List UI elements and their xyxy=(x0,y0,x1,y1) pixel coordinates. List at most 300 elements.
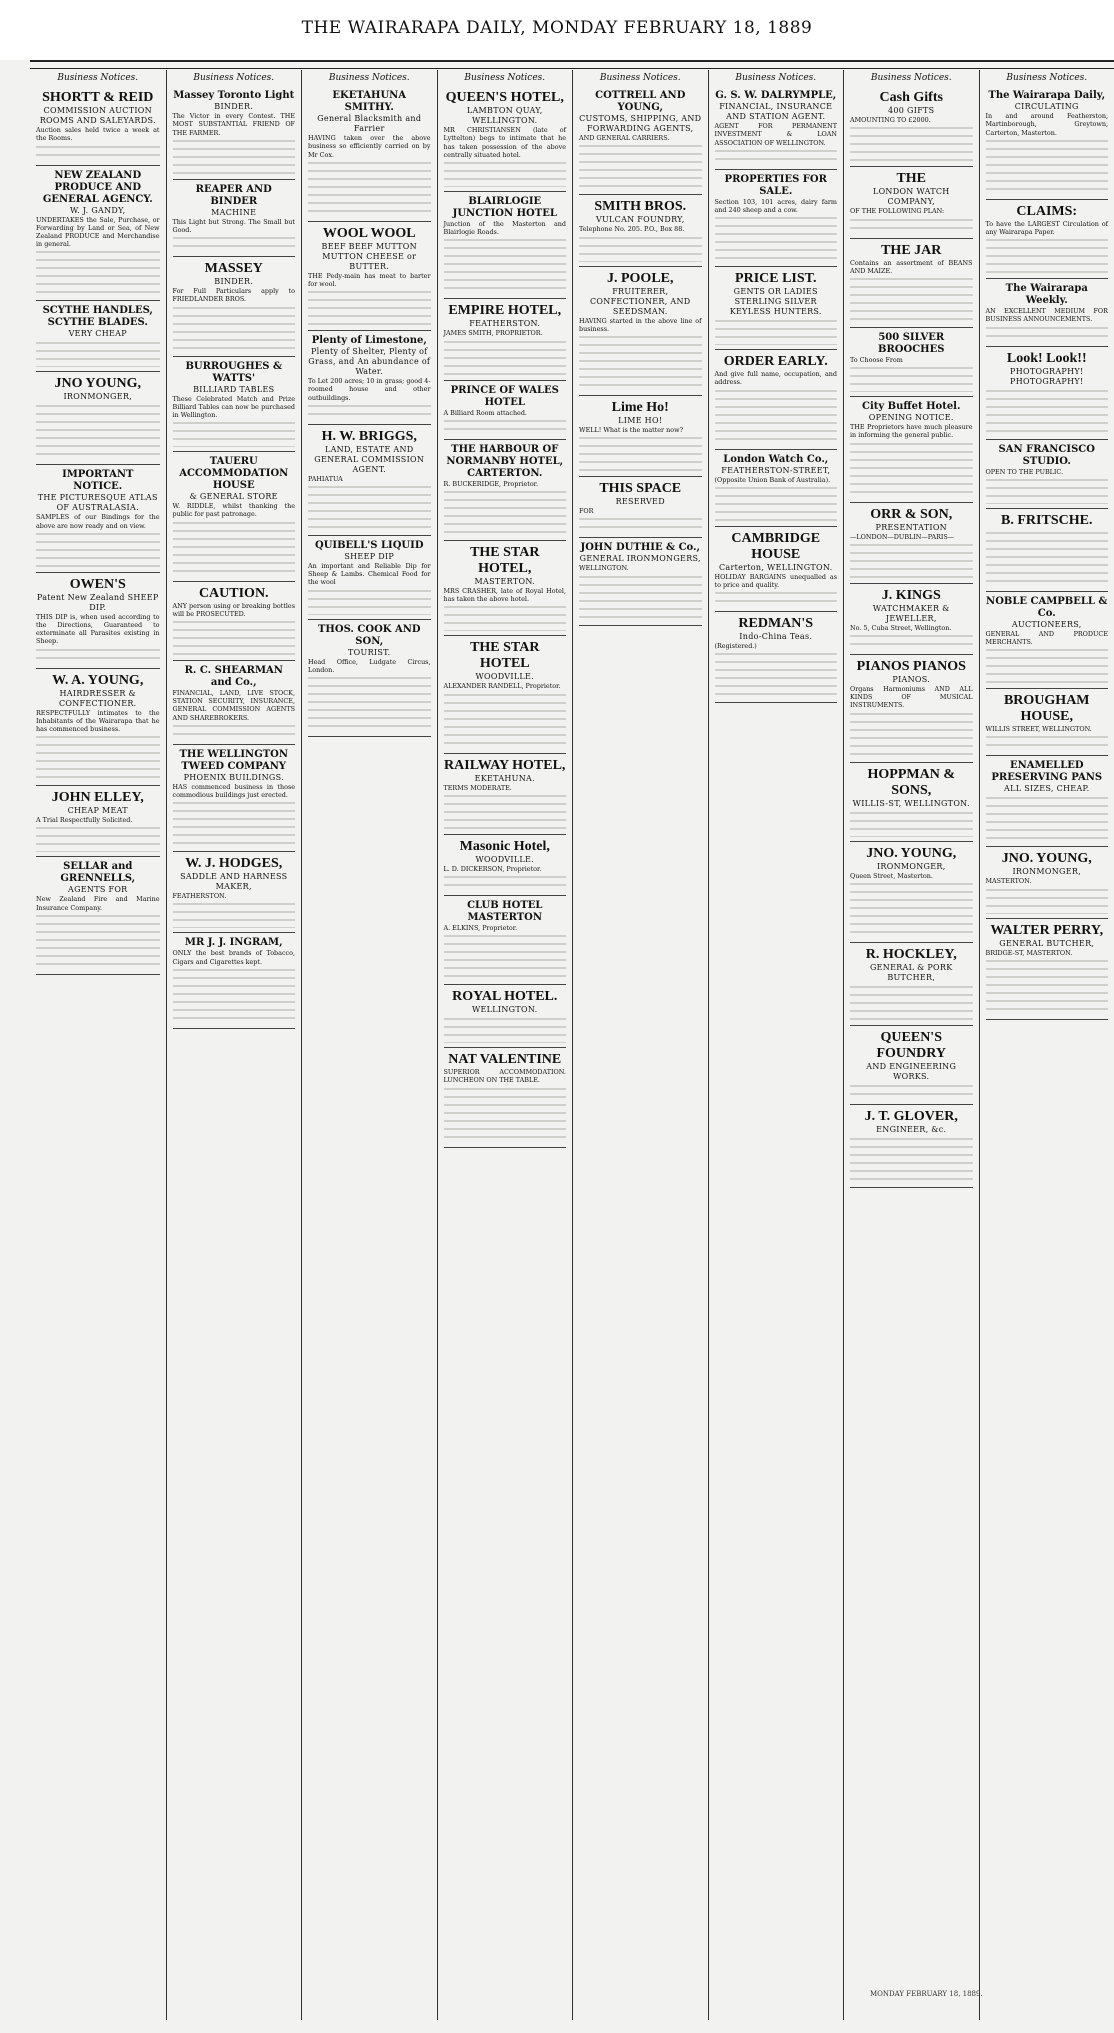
ad-subtitle: WILLIS-ST, WELLINGTON. xyxy=(852,798,970,808)
advertisement xyxy=(444,636,567,753)
ad-filler-lines xyxy=(36,646,160,664)
ad-title: TAUERU ACCOMMODATION HOUSE xyxy=(179,456,289,492)
column-heading: Business Notices. xyxy=(1006,73,1088,83)
advertisement xyxy=(850,842,973,943)
ad-filler-lines xyxy=(444,691,567,749)
ad-filler-lines xyxy=(173,966,296,1024)
advertisement xyxy=(850,503,973,584)
ad-title: BURROUGHES & WATTS' xyxy=(185,360,283,384)
ad-filler-lines xyxy=(986,387,1109,435)
ad-title: THOS. COOK AND SON, xyxy=(317,623,421,647)
ad-title: RAILWAY HOTEL, xyxy=(444,757,566,773)
ad-filler-lines xyxy=(444,488,567,536)
advertisement xyxy=(173,357,296,453)
ad-filler-lines xyxy=(444,932,567,980)
ad-subtitle: AND ENGINEERING WORKS. xyxy=(866,1061,957,1081)
column-heading: Business Notices. xyxy=(735,73,817,83)
ad-filler-lines xyxy=(850,541,973,579)
ad-body: HOLIDAY BARGAINS unequalled as to price and quality. xyxy=(714,572,837,590)
ad-body: HAVING started in the above line of business. xyxy=(579,316,702,333)
ad-filler-lines xyxy=(850,710,973,758)
ad-filler-lines xyxy=(579,333,702,391)
ad-body: JAMES SMITH, PROPRIETOR. xyxy=(443,329,543,338)
advertisement xyxy=(850,239,973,328)
ad-filler-lines xyxy=(36,143,160,161)
ad-subtitle: Patent New Zealand SHEEP DIP. xyxy=(36,592,159,612)
ad-subtitle: AUCTIONEERS, xyxy=(1011,619,1082,629)
ad-body: To Choose From xyxy=(850,356,903,365)
ad-title: B. FRITSCHE. xyxy=(1001,512,1093,528)
ad-body: AND GENERAL CARRIERS. xyxy=(579,134,670,143)
ad-title: SELLAR and GRENNELLS, xyxy=(60,861,136,885)
ad-subtitle: GENTS OR LADIES STERLING SILVER KEYLESS HUNTERS. xyxy=(729,287,822,317)
column-4 xyxy=(437,70,573,2020)
ad-body: R. BUCKERIDGE, Proprietor. xyxy=(443,479,539,488)
ad-subtitle: LAND, ESTATE AND GENERAL COMMISSION AGENT. xyxy=(314,444,425,474)
ad-filler-lines xyxy=(173,799,296,847)
ad-title: J. POOLE, xyxy=(606,270,674,286)
ad-body: These Celebrated Match and Prize Billiard Tables can now be purchased in Wellington. xyxy=(172,394,295,420)
ad-body: HAVING taken over the above business so efficiently carried on by Mr Cox. xyxy=(308,134,431,159)
ad-title: Cash Gifts xyxy=(879,90,943,106)
ad-title: J. T. GLOVER, xyxy=(864,1108,958,1124)
ad-filler-lines xyxy=(36,733,160,781)
ad-body: AN EXCELLENT MEDIUM FOR BUSINESS ANNOUNCEMENTS. xyxy=(985,307,1108,324)
ad-subtitle: FRUITERER, CONFECTIONER, AND SEEDSMAN. xyxy=(590,286,691,316)
ad-subtitle: VERY CHEAP xyxy=(68,329,127,339)
advertisement xyxy=(36,786,160,857)
ad-filler-lines xyxy=(36,248,160,296)
ad-title: R. C. SHEARMAN and Co., xyxy=(184,665,283,689)
advertisement xyxy=(986,440,1109,509)
ad-body: SUPERIOR ACCOMMODATION. LUNCHEON ON THE TABLE. xyxy=(443,1068,566,1085)
ad-filler-lines xyxy=(850,1082,973,1100)
advertisement xyxy=(715,450,838,527)
ad-body: AGENT FOR PERMANENT INVESTMENT & LOAN ASSOCIATION OF WELLINGTON. xyxy=(714,122,837,147)
ad-filler-lines xyxy=(850,440,973,498)
advertisement xyxy=(715,86,838,170)
ad-title: WOOL WOOL xyxy=(322,225,416,241)
ad-filler-lines xyxy=(850,216,973,234)
ad-title: CAMBRIDGE HOUSE xyxy=(731,530,821,562)
ad-filler-lines xyxy=(715,387,838,445)
ad-filler-lines xyxy=(308,483,431,531)
ad-body: The Victor in every Contest. THE MOST SUBSTANTIAL FRIEND OF THE FARMER. xyxy=(172,112,295,137)
advertisement xyxy=(444,440,567,541)
column-heading: Business Notices. xyxy=(193,73,275,83)
advertisement xyxy=(444,1048,567,1147)
ad-body: L. D. DICKERSON, Proprietor. xyxy=(443,864,542,873)
ad-title: H. W. BRIGGS, xyxy=(321,428,417,444)
ad-subtitle: PHOENIX BUILDINGS. xyxy=(183,772,284,782)
ad-subtitle: General Blacksmith and Farrier xyxy=(317,114,422,134)
ad-body: ALEXANDER RANDELL, Proprietor. xyxy=(443,682,561,691)
ad-title: NAT VALENTINE xyxy=(448,1052,562,1068)
advertisement xyxy=(36,372,160,465)
ad-title: WALTER PERRY, xyxy=(990,922,1104,938)
ad-subtitle: MASTERTON. xyxy=(474,577,535,587)
column-8 xyxy=(979,70,1114,2020)
ad-filler-lines xyxy=(308,402,431,420)
ad-title: R. HOCKLEY, xyxy=(865,946,957,962)
column-2 xyxy=(166,70,302,2020)
ad-body: BRIDGE-ST, MASTERTON. xyxy=(985,948,1073,957)
ad-title: COTTRELL AND YOUNG, xyxy=(595,90,686,114)
ad-subtitle: EKETAHUNA. xyxy=(474,773,535,783)
ad-filler-lines xyxy=(986,646,1109,684)
ad-body: PAHIATUA xyxy=(308,474,343,483)
ad-filler-lines xyxy=(308,587,431,615)
advertisement xyxy=(444,86,567,192)
ad-title: JNO. YOUNG, xyxy=(866,845,957,861)
advertisement xyxy=(444,896,567,985)
ad-filler-lines xyxy=(986,957,1109,1015)
advertisement xyxy=(986,847,1109,918)
ad-body: To have the LARGEST Circulation of any Wairarapa Paper. xyxy=(985,219,1108,237)
ad-title: Lime Ho! xyxy=(611,400,669,416)
ad-filler-lines xyxy=(173,900,296,928)
ad-body: MR CHRISTIANSEN (late of Lyttelton) begs to intimate that he has taken possession of the above centrally situated hotel. xyxy=(443,126,566,159)
advertisement xyxy=(986,86,1109,200)
masthead-rule-bottom xyxy=(30,68,1114,69)
ad-body: For Full Particulars apply to FRIEDLANDER BROS. xyxy=(172,287,295,304)
column-1 xyxy=(30,70,166,2020)
ad-title: 500 SILVER BROOCHES xyxy=(878,332,945,356)
column-heading: Business Notices. xyxy=(57,73,139,83)
advertisement xyxy=(444,835,567,896)
ad-filler-lines xyxy=(173,618,296,656)
ad-subtitle: Indo-China Teas. xyxy=(739,632,813,642)
ad-filler-lines xyxy=(986,476,1109,504)
ad-subtitle: WELLINGTON. xyxy=(472,1005,538,1015)
advertisement xyxy=(986,279,1109,346)
ad-body: WILLIS STREET, WELLINGTON. xyxy=(985,725,1092,734)
ad-body: SAMPLES of our Bindings for the above are now ready and on view. xyxy=(36,513,160,530)
advertisement xyxy=(308,620,431,737)
advertisement xyxy=(579,477,702,538)
column-7 xyxy=(843,70,979,2020)
ad-body: FINANCIAL, LAND, LIVE STOCK, STATION SECURITY, INSURANCE, GENERAL COMMISSION AGENTS AND SHAREBROKERS. xyxy=(172,689,295,722)
ad-body: RESPECTFULLY intimates to the Inhabitants of the Wairarapa that he has commenced business. xyxy=(36,708,160,734)
ad-body: Junction of the Masterton and Blairlogie Roads. xyxy=(443,220,566,237)
ad-filler-lines xyxy=(850,364,973,392)
ad-subtitle: TOURIST. xyxy=(348,647,391,657)
ad-title: QUIBELL'S LIQUID xyxy=(314,540,424,552)
ad-subtitle: LONDON WATCH COMPANY, xyxy=(872,187,950,207)
ad-body: OPEN TO THE PUBLIC. xyxy=(985,467,1064,476)
ad-title: City Buffet Hotel. xyxy=(862,401,961,413)
columns xyxy=(30,70,1114,2020)
ad-filler-lines xyxy=(36,530,160,568)
ad-title: SAN FRANCISCO STUDIO. xyxy=(998,443,1095,467)
advertisement xyxy=(715,350,838,449)
ad-subtitle: IRONMONGER, xyxy=(1012,867,1082,877)
advertisement xyxy=(444,754,567,835)
ad-filler-lines xyxy=(444,338,567,376)
advertisement xyxy=(579,538,702,625)
ad-title: HOPPMAN & SONS, xyxy=(867,766,955,798)
advertisement xyxy=(579,396,702,477)
advertisement xyxy=(986,592,1109,689)
ad-subtitle: MACHINE xyxy=(211,207,257,217)
ad-body: Organs Harmoniums AND ALL KINDS OF MUSICAL INSTRUMENTS. xyxy=(850,685,973,710)
ad-title: Masonic Hotel, xyxy=(459,838,550,854)
ad-subtitle: WOODVILLE. xyxy=(475,854,535,864)
advertisement xyxy=(986,200,1109,279)
advertisement xyxy=(36,86,160,165)
ad-subtitle: WATCHMAKER & JEWELLER, xyxy=(872,603,950,623)
ad-body: MASTERTON. xyxy=(985,877,1032,886)
ad-body: GENERAL AND PRODUCE MERCHANTS. xyxy=(985,629,1108,647)
ad-title: BLAIRLOGIE JUNCTION HOTEL xyxy=(452,196,557,220)
ad-body: AMOUNTING TO £2000. xyxy=(850,116,931,125)
ad-body: To Let 200 acres; 10 in grass; good 4-roomed house and other outbuildings. xyxy=(308,377,431,402)
ad-title: ORDER EARLY. xyxy=(723,354,828,370)
ad-body: UNDERTAKES the Sale, Purchase, or Forwarding by Land or Sea, of New Zealand PRODUCE and Merchandise in general. xyxy=(36,215,160,249)
column-3 xyxy=(301,70,437,2020)
advertisement xyxy=(850,1026,973,1105)
ad-title: London Watch Co., xyxy=(723,453,829,465)
ad-filler-lines xyxy=(850,880,973,938)
ad-subtitle: Carterton, WELLINGTON. xyxy=(718,562,833,572)
advertisement xyxy=(579,267,702,396)
ad-filler-lines xyxy=(444,1015,567,1043)
advertisement xyxy=(173,257,296,356)
advertisement xyxy=(850,943,973,1026)
advertisement xyxy=(986,919,1109,1020)
advertisement xyxy=(850,167,973,238)
ad-filler-lines xyxy=(986,137,1109,195)
advertisement xyxy=(444,985,567,1048)
ad-body: MRS CRASHER, late of Royal Hotel, has taken the above hotel. xyxy=(443,587,566,604)
ad-subtitle: GENERAL BUTCHER, xyxy=(999,938,1095,948)
advertisement xyxy=(444,299,567,380)
ad-title: MR J. J. INGRAM, xyxy=(184,937,283,949)
ad-subtitle: BILLIARD TABLES xyxy=(193,384,275,394)
ad-title: THE HARBOUR OF NORMANBY HOTEL, CARTERTON. xyxy=(446,443,564,479)
ad-title: CLUB HOTEL MASTERTON xyxy=(467,900,543,924)
ad-filler-lines xyxy=(986,886,1109,914)
ad-subtitle: 400 GIFTS xyxy=(888,106,935,116)
ad-filler-lines xyxy=(444,603,567,631)
ad-filler-lines xyxy=(850,983,973,1021)
ad-body: ANY person using or breaking bottles will be PROSECUTED. xyxy=(172,601,295,618)
ad-subtitle: BINDER. xyxy=(214,102,254,112)
ad-filler-lines xyxy=(308,674,431,732)
ad-subtitle: Plenty of Shelter, Plenty of Grass, and An abundance of Water. xyxy=(308,347,431,377)
advertisement xyxy=(444,192,567,299)
ad-title: IMPORTANT NOTICE. xyxy=(62,469,134,493)
ad-filler-lines xyxy=(444,792,567,830)
ad-body: Auction sales held twice a week at the Rooms. xyxy=(36,126,160,143)
ad-filler-lines xyxy=(850,124,973,162)
advertisement xyxy=(173,582,296,661)
ad-subtitle: COMMISSION AUCTION ROOMS AND SALEYARDS. xyxy=(39,106,156,126)
ad-title: PRICE LIST. xyxy=(735,271,817,287)
ad-body: Telephone No. 205. P.O., Box 88. xyxy=(579,225,685,234)
ad-body: A. ELKINS, Proprietor. xyxy=(443,924,518,933)
ad-filler-lines xyxy=(850,809,973,837)
advertisement xyxy=(986,509,1109,592)
advertisement xyxy=(850,1105,973,1188)
ad-body: ONLY the best brands of Tobacco, Cigars and Cigarettes kept. xyxy=(172,949,295,966)
ad-title: THE xyxy=(896,171,927,187)
ad-subtitle: IRONMONGER, xyxy=(876,861,946,871)
ad-title: The Wairarapa Weekly. xyxy=(1005,283,1088,307)
ad-title: SHORTT & REID xyxy=(42,90,154,106)
advertisement xyxy=(579,86,702,195)
ad-title: PRINCE OF WALES HOTEL xyxy=(450,384,559,408)
advertisement xyxy=(173,745,296,852)
ad-body: (Registered.) xyxy=(714,642,757,651)
ad-title: ROYAL HOTEL. xyxy=(452,989,558,1005)
column-6 xyxy=(708,70,844,2020)
advertisement xyxy=(986,347,1109,440)
ad-filler-lines xyxy=(850,275,973,323)
ad-filler-lines xyxy=(173,304,296,352)
advertisement xyxy=(850,584,973,655)
advertisement xyxy=(308,222,431,331)
masthead xyxy=(0,0,1114,60)
advertisement xyxy=(173,86,296,180)
ad-subtitle: PRESENTATION xyxy=(875,522,947,532)
column-heading: Business Notices. xyxy=(870,73,952,83)
advertisement xyxy=(36,465,160,572)
ad-body: THIS DIP is, when used according to the Directions, Guaranteed to exterminate all Parasites existing in Sheep. xyxy=(36,612,160,646)
ad-filler-lines xyxy=(986,529,1109,587)
ad-filler-lines xyxy=(715,317,838,345)
ad-title: NOBLE CAMPBELL & Co. xyxy=(986,595,1108,619)
ad-filler-lines xyxy=(36,339,160,367)
ad-body: No. 5, Cuba Street, Wellington. xyxy=(850,623,952,632)
advertisement xyxy=(36,301,160,372)
ad-filler-lines xyxy=(850,632,973,650)
ad-title: G. S. W. DALRYMPLE, xyxy=(715,90,837,102)
ad-subtitle: FINANCIAL, INSURANCE AND STATION AGENT. xyxy=(719,102,833,122)
advertisement xyxy=(36,669,160,787)
ad-body: THE Pedy-main has meat to barter for wool. xyxy=(308,271,431,289)
ad-title: QUEEN'S HOTEL, xyxy=(445,90,564,106)
ad-title: MASSEY xyxy=(204,261,263,277)
advertisement xyxy=(36,166,160,302)
ad-body: WELLINGTON. xyxy=(579,564,629,573)
ad-filler-lines xyxy=(36,912,160,970)
ad-body: HAS commenced business in those commodious buildings just erected. xyxy=(172,782,295,800)
ad-filler-lines xyxy=(444,159,567,187)
ad-subtitle: LIME HO! xyxy=(618,416,663,426)
advertisement xyxy=(173,452,296,581)
ad-subtitle: BINDER. xyxy=(214,277,254,287)
ad-subtitle: W. J. GANDY, xyxy=(69,205,126,215)
ad-filler-lines xyxy=(715,147,838,165)
ad-subtitle: IRONMONGER, xyxy=(63,392,133,402)
ad-body: Section 103, 101 acres, dairy farm and 240 sheep and a cow. xyxy=(714,197,837,215)
ad-title: The Wairarapa Daily, xyxy=(988,90,1106,102)
ad-filler-lines xyxy=(579,434,702,472)
ad-filler-lines xyxy=(444,417,567,435)
advertisement xyxy=(579,195,702,266)
ad-subtitle: SADDLE AND HARNESS MAKER, xyxy=(180,872,288,892)
ad-filler-lines xyxy=(173,234,296,252)
ad-body: And give full name, occupation, and address. xyxy=(714,370,837,387)
ad-title: SCYTHE HANDLES, SCYTHE BLADES. xyxy=(42,305,153,329)
ad-body: Head Office, Ludgate Circus, London. xyxy=(308,657,431,674)
ad-title: JNO YOUNG, xyxy=(54,376,142,392)
advertisement xyxy=(36,573,160,669)
ad-filler-lines xyxy=(715,484,838,522)
footer-imprint: MONDAY FEBRUARY 18, 1889. xyxy=(870,1990,983,1998)
advertisement xyxy=(308,425,431,536)
ad-filler-lines xyxy=(579,573,702,621)
ad-subtitle: LAMBTON QUAY, WELLINGTON. xyxy=(466,106,543,126)
ad-subtitle: PIANOS. xyxy=(892,675,931,685)
ad-filler-lines xyxy=(173,519,296,577)
ad-subtitle: ALL SIZES, CHEAP. xyxy=(1004,784,1090,794)
ad-body: OF THE FOLLOWING PLAN: xyxy=(850,207,945,216)
advertisement xyxy=(308,86,431,222)
ad-title: REAPER AND BINDER xyxy=(195,183,272,207)
ad-title: THE STAR HOTEL xyxy=(470,640,540,672)
ad-filler-lines xyxy=(579,515,702,533)
ad-title: OWEN'S xyxy=(69,576,126,592)
advertisement xyxy=(986,689,1109,756)
ad-title: Massey Toronto Light xyxy=(173,90,295,102)
ad-body: FEATHERSTON. xyxy=(172,892,227,901)
ad-filler-lines xyxy=(986,794,1109,842)
ad-filler-lines xyxy=(308,288,431,326)
ad-filler-lines xyxy=(308,159,431,217)
advertisement xyxy=(715,527,838,612)
ad-title: JNO. YOUNG, xyxy=(1001,851,1092,867)
ad-subtitle: VULCAN FOUNDRY, xyxy=(595,215,685,225)
advertisement xyxy=(850,397,973,502)
ad-filler-lines xyxy=(173,419,296,447)
ad-filler-lines xyxy=(173,722,296,740)
ad-subtitle: FEATHERSTON. xyxy=(469,319,541,329)
ad-subtitle: BEEF BEEF MUTTON MUTTON CHEESE or BUTTER. xyxy=(321,241,417,271)
ad-filler-lines xyxy=(173,137,296,175)
ad-title: J. KINGS xyxy=(881,587,941,603)
ad-subtitle: THE PICTURESQUE ATLAS OF AUSTRALASIA. xyxy=(37,493,158,513)
masthead-title: THE WAIRARAPA DAILY, MONDAY FEBRUARY 18, 1889 xyxy=(301,18,813,38)
advertisement xyxy=(850,328,973,397)
advertisement xyxy=(850,763,973,842)
ad-subtitle: AGENTS FOR xyxy=(68,885,128,895)
ad-body: (Opposite Union Bank of Australia). xyxy=(714,475,831,484)
ad-filler-lines xyxy=(36,824,160,852)
ad-filler-lines xyxy=(36,402,160,460)
column-heading: Business Notices. xyxy=(464,73,546,83)
ad-title: Look! Look!! xyxy=(1006,350,1087,366)
advertisement xyxy=(308,536,431,620)
ad-body: THE Proprietors have much pleasure in informing the general public. xyxy=(850,423,973,440)
ad-subtitle: RESERVED xyxy=(615,497,665,507)
ad-body: A Billiard Room attached. xyxy=(443,408,527,417)
column-5 xyxy=(572,70,708,2020)
ad-title: JOHN DUTHIE & Co., xyxy=(580,542,700,554)
ad-body: Queen Street, Masterton. xyxy=(850,871,933,880)
ad-subtitle: CHEAP MEAT xyxy=(67,806,128,816)
ad-filler-lines xyxy=(444,236,567,294)
ad-title: W. J. HODGES, xyxy=(185,856,283,872)
advertisement xyxy=(444,541,567,636)
ad-title: THE WELLINGTON TWEED COMPANY xyxy=(179,748,289,772)
ad-body: This Light but Strong. The Small but Good. xyxy=(172,217,295,235)
ad-body: Contains an assortment of BEANS AND MAIZE. xyxy=(850,258,973,275)
ad-filler-lines xyxy=(850,1135,973,1183)
ad-filler-lines xyxy=(579,142,702,190)
advertisement xyxy=(715,612,838,703)
